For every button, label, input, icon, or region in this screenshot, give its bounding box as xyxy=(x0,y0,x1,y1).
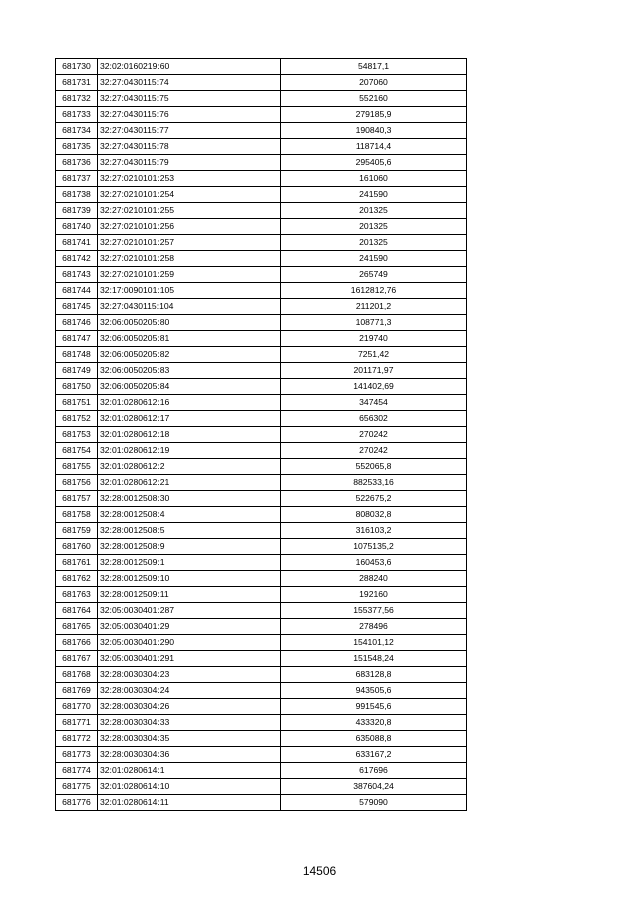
cadastral-number-cell: 32:27:0210101:257 xyxy=(98,235,281,251)
row-id-cell: 681736 xyxy=(56,155,98,171)
table-row xyxy=(56,603,467,619)
table-row xyxy=(56,123,467,139)
value-cell: 522675,2 xyxy=(281,491,467,507)
row-id-cell: 681753 xyxy=(56,427,98,443)
row-id-cell: 681730 xyxy=(56,59,98,75)
row-id-cell: 681763 xyxy=(56,587,98,603)
value-cell: 201171,97 xyxy=(281,363,467,379)
row-id-cell: 681758 xyxy=(56,507,98,523)
table-row xyxy=(56,747,467,763)
table-row xyxy=(56,699,467,715)
table-row xyxy=(56,315,467,331)
table-row xyxy=(56,171,467,187)
table-row xyxy=(56,507,467,523)
row-id-cell: 681770 xyxy=(56,699,98,715)
table-row xyxy=(56,75,467,91)
row-id-cell: 681752 xyxy=(56,411,98,427)
value-cell: 991545,6 xyxy=(281,699,467,715)
row-id-cell: 681756 xyxy=(56,475,98,491)
value-cell: 190840,3 xyxy=(281,123,467,139)
row-id-cell: 681764 xyxy=(56,603,98,619)
cadastral-number-cell: 32:27:0430115:76 xyxy=(98,107,281,123)
cadastral-number-cell: 32:28:0030304:24 xyxy=(98,683,281,699)
row-id-cell: 681774 xyxy=(56,763,98,779)
value-cell: 808032,8 xyxy=(281,507,467,523)
table-row xyxy=(56,619,467,635)
value-cell: 617696 xyxy=(281,763,467,779)
row-id-cell: 681746 xyxy=(56,315,98,331)
cadastral-number-cell: 32:28:0012508:4 xyxy=(98,507,281,523)
value-cell: 154101,12 xyxy=(281,635,467,651)
cadastral-number-cell: 32:28:0030304:36 xyxy=(98,747,281,763)
row-id-cell: 681745 xyxy=(56,299,98,315)
row-id-cell: 681742 xyxy=(56,251,98,267)
value-cell: 1075135,2 xyxy=(281,539,467,555)
table-row xyxy=(56,59,467,75)
table-row xyxy=(56,187,467,203)
cadastral-number-cell: 32:05:0030401:29 xyxy=(98,619,281,635)
row-id-cell: 681765 xyxy=(56,619,98,635)
row-id-cell: 681743 xyxy=(56,267,98,283)
cadastral-number-cell: 32:01:0280612:16 xyxy=(98,395,281,411)
cadastral-number-cell: 32:27:0430115:79 xyxy=(98,155,281,171)
value-cell: 160453,6 xyxy=(281,555,467,571)
cadastral-number-cell: 32:17:0090101:105 xyxy=(98,283,281,299)
cadastral-number-cell: 32:27:0210101:259 xyxy=(98,267,281,283)
table-row xyxy=(56,667,467,683)
table-row xyxy=(56,235,467,251)
cadastral-number-cell: 32:28:0012509:10 xyxy=(98,571,281,587)
cadastral-number-cell: 32:01:0280614:11 xyxy=(98,795,281,811)
table-row xyxy=(56,459,467,475)
table-row xyxy=(56,299,467,315)
row-id-cell: 681776 xyxy=(56,795,98,811)
table-row xyxy=(56,491,467,507)
row-id-cell: 681733 xyxy=(56,107,98,123)
value-cell: 1612812,76 xyxy=(281,283,467,299)
table-row xyxy=(56,107,467,123)
cadastral-number-cell: 32:28:0030304:23 xyxy=(98,667,281,683)
row-id-cell: 681762 xyxy=(56,571,98,587)
cadastral-number-cell: 32:05:0030401:287 xyxy=(98,603,281,619)
cadastral-number-cell: 32:01:0280612:18 xyxy=(98,427,281,443)
cadastral-number-cell: 32:06:0050205:83 xyxy=(98,363,281,379)
value-cell: 201325 xyxy=(281,235,467,251)
cadastral-number-cell: 32:27:0210101:254 xyxy=(98,187,281,203)
table-row xyxy=(56,523,467,539)
cadastral-number-cell: 32:28:0012508:5 xyxy=(98,523,281,539)
table-row xyxy=(56,91,467,107)
value-cell: 579090 xyxy=(281,795,467,811)
value-cell: 882533,16 xyxy=(281,475,467,491)
cadastral-number-cell: 32:05:0030401:290 xyxy=(98,635,281,651)
page-number: 14506 xyxy=(302,864,337,878)
value-cell: 108771,3 xyxy=(281,315,467,331)
value-cell: 141402,69 xyxy=(281,379,467,395)
row-id-cell: 681739 xyxy=(56,203,98,219)
cadastral-number-cell: 32:06:0050205:82 xyxy=(98,347,281,363)
cadastral-number-cell: 32:27:0210101:255 xyxy=(98,203,281,219)
cadastral-number-cell: 32:28:0030304:35 xyxy=(98,731,281,747)
row-id-cell: 681738 xyxy=(56,187,98,203)
table-row xyxy=(56,203,467,219)
cadastral-number-cell: 32:01:0280612:19 xyxy=(98,443,281,459)
table-row xyxy=(56,635,467,651)
value-cell: 207060 xyxy=(281,75,467,91)
table-row xyxy=(56,363,467,379)
cadastral-number-cell: 32:27:0430115:74 xyxy=(98,75,281,91)
cadastral-number-cell: 32:27:0430115:77 xyxy=(98,123,281,139)
table-row xyxy=(56,683,467,699)
row-id-cell: 681766 xyxy=(56,635,98,651)
table-row xyxy=(56,763,467,779)
row-id-cell: 681760 xyxy=(56,539,98,555)
row-id-cell: 681740 xyxy=(56,219,98,235)
row-id-cell: 681757 xyxy=(56,491,98,507)
table-row xyxy=(56,731,467,747)
value-cell: 211201,2 xyxy=(281,299,467,315)
cadastral-number-cell: 32:28:0030304:26 xyxy=(98,699,281,715)
value-cell: 241590 xyxy=(281,251,467,267)
cadastral-number-cell: 32:01:0280612:17 xyxy=(98,411,281,427)
cadastral-number-cell: 32:05:0030401:291 xyxy=(98,651,281,667)
value-cell: 295405,6 xyxy=(281,155,467,171)
value-cell: 288240 xyxy=(281,571,467,587)
cadastral-number-cell: 32:06:0050205:84 xyxy=(98,379,281,395)
value-cell: 552160 xyxy=(281,91,467,107)
value-cell: 635088,8 xyxy=(281,731,467,747)
row-id-cell: 681750 xyxy=(56,379,98,395)
table-row xyxy=(56,715,467,731)
row-id-cell: 681769 xyxy=(56,683,98,699)
value-cell: 201325 xyxy=(281,219,467,235)
cadastral-number-cell: 32:27:0210101:253 xyxy=(98,171,281,187)
value-cell: 347454 xyxy=(281,395,467,411)
table-row xyxy=(56,395,467,411)
value-cell: 155377,56 xyxy=(281,603,467,619)
table-row xyxy=(56,571,467,587)
value-cell: 683128,8 xyxy=(281,667,467,683)
value-cell: 201325 xyxy=(281,203,467,219)
row-id-cell: 681741 xyxy=(56,235,98,251)
row-id-cell: 681748 xyxy=(56,347,98,363)
row-id-cell: 681735 xyxy=(56,139,98,155)
row-id-cell: 681749 xyxy=(56,363,98,379)
value-cell: 278496 xyxy=(281,619,467,635)
table-row xyxy=(56,219,467,235)
cadastral-number-cell: 32:28:0012508:30 xyxy=(98,491,281,507)
row-id-cell: 681775 xyxy=(56,779,98,795)
table-body xyxy=(56,59,467,811)
value-cell: 387604,24 xyxy=(281,779,467,795)
value-cell: 279185,9 xyxy=(281,107,467,123)
value-cell: 192160 xyxy=(281,587,467,603)
row-id-cell: 681759 xyxy=(56,523,98,539)
table-row xyxy=(56,795,467,811)
row-id-cell: 681751 xyxy=(56,395,98,411)
table-row xyxy=(56,587,467,603)
table-row xyxy=(56,539,467,555)
row-id-cell: 681768 xyxy=(56,667,98,683)
value-cell: 552065,8 xyxy=(281,459,467,475)
row-id-cell: 681734 xyxy=(56,123,98,139)
row-id-cell: 681732 xyxy=(56,91,98,107)
table-row xyxy=(56,283,467,299)
table-row xyxy=(56,427,467,443)
value-cell: 54817,1 xyxy=(281,59,467,75)
value-cell: 118714,4 xyxy=(281,139,467,155)
value-cell: 270242 xyxy=(281,427,467,443)
cadastral-number-cell: 32:27:0430115:75 xyxy=(98,91,281,107)
row-id-cell: 681772 xyxy=(56,731,98,747)
cadastral-number-cell: 32:27:0210101:258 xyxy=(98,251,281,267)
table-row xyxy=(56,347,467,363)
cadastral-number-cell: 32:01:0280614:10 xyxy=(98,779,281,795)
table-row xyxy=(56,331,467,347)
table-row xyxy=(56,411,467,427)
value-cell: 241590 xyxy=(281,187,467,203)
table-row xyxy=(56,251,467,267)
row-id-cell: 681731 xyxy=(56,75,98,91)
value-cell: 219740 xyxy=(281,331,467,347)
value-cell: 433320,8 xyxy=(281,715,467,731)
table-row xyxy=(56,475,467,491)
table-row xyxy=(56,379,467,395)
value-cell: 316103,2 xyxy=(281,523,467,539)
table-row xyxy=(56,779,467,795)
cadastral-number-cell: 32:27:0430115:104 xyxy=(98,299,281,315)
cadastral-number-cell: 32:27:0430115:78 xyxy=(98,139,281,155)
table-row xyxy=(56,139,467,155)
value-cell: 265749 xyxy=(281,267,467,283)
row-id-cell: 681773 xyxy=(56,747,98,763)
value-cell: 633167,2 xyxy=(281,747,467,763)
row-id-cell: 681755 xyxy=(56,459,98,475)
row-id-cell: 681744 xyxy=(56,283,98,299)
table-row xyxy=(56,443,467,459)
row-id-cell: 681771 xyxy=(56,715,98,731)
cadastral-number-cell: 32:27:0210101:256 xyxy=(98,219,281,235)
value-cell: 943505,6 xyxy=(281,683,467,699)
row-id-cell: 681767 xyxy=(56,651,98,667)
row-id-cell: 681747 xyxy=(56,331,98,347)
table-row xyxy=(56,267,467,283)
cadastral-number-cell: 32:01:0280612:21 xyxy=(98,475,281,491)
cadastral-number-cell: 32:02:0160219:60 xyxy=(98,59,281,75)
table-row xyxy=(56,155,467,171)
cadastral-number-cell: 32:06:0050205:80 xyxy=(98,315,281,331)
value-cell: 656302 xyxy=(281,411,467,427)
value-cell: 151548,24 xyxy=(281,651,467,667)
value-cell: 161060 xyxy=(281,171,467,187)
table-row xyxy=(56,651,467,667)
cadastral-number-cell: 32:28:0012509:11 xyxy=(98,587,281,603)
cadastral-number-cell: 32:28:0012509:1 xyxy=(98,555,281,571)
row-id-cell: 681754 xyxy=(56,443,98,459)
cadastral-number-cell: 32:28:0030304:33 xyxy=(98,715,281,731)
cadastral-number-cell: 32:01:0280612:2 xyxy=(98,459,281,475)
cadastral-number-cell: 32:06:0050205:81 xyxy=(98,331,281,347)
data-table xyxy=(55,58,467,811)
cadastral-number-cell: 32:28:0012508:9 xyxy=(98,539,281,555)
row-id-cell: 681761 xyxy=(56,555,98,571)
value-cell: 270242 xyxy=(281,443,467,459)
value-cell: 7251,42 xyxy=(281,347,467,363)
table-row xyxy=(56,555,467,571)
cadastral-number-cell: 32:01:0280614:1 xyxy=(98,763,281,779)
row-id-cell: 681737 xyxy=(56,171,98,187)
